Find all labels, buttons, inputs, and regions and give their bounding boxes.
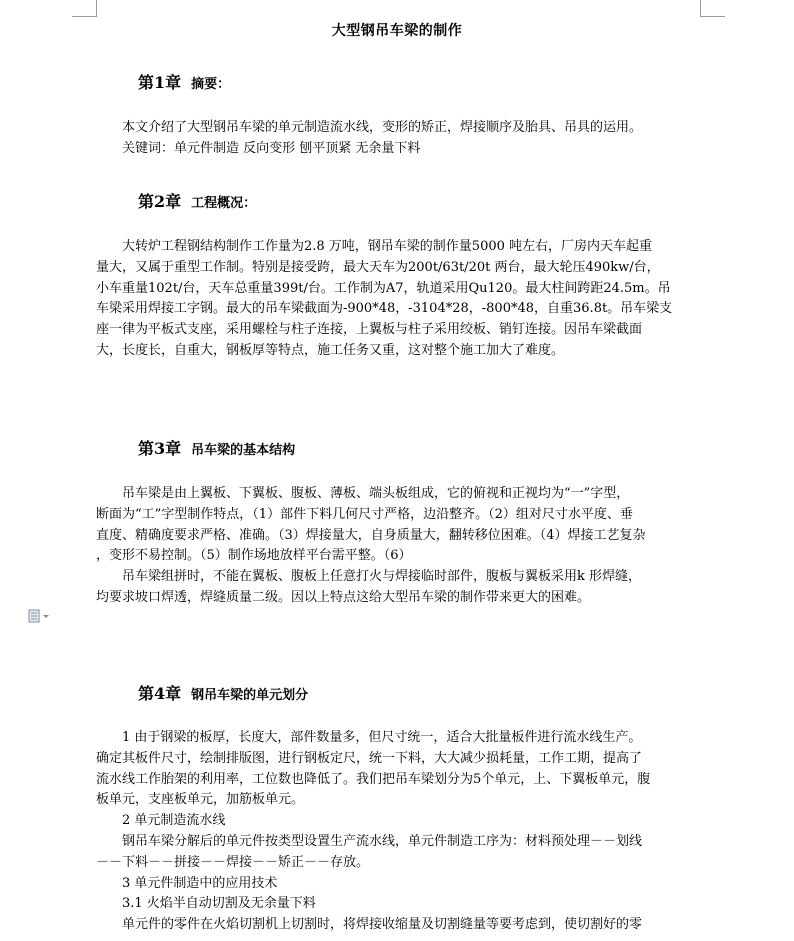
paragraph-line: 钢吊车梁分解后的单元件按类型设置生产流水线，单元件制造工序为：材料预处理－－划线 xyxy=(122,833,643,849)
keywords-line: 关键词：单元件制造 反向变形 刨平顶紧 无余量下料 xyxy=(122,140,421,156)
chapter-2-heading xyxy=(138,189,256,212)
paragraph-line: 单元件的零件在火焰切割机上切割时，将焊接收缩量及切割缝量等要考虑到，使切割好的零 xyxy=(122,917,643,933)
paragraph-line: 车梁采用焊接工字钢。最大的吊车梁截面为-900*48，-3104*28，-800*48，自重36.8t。吊车梁支 xyxy=(96,301,673,317)
paragraph-line: 小车重量102t/台，天车总重量399t/台。工作制为A7，轨道采用Qu120。最大柱间跨距24.5m。吊 xyxy=(96,280,671,296)
section-heading: 3.1 火焰半自动切割及无余量下料 xyxy=(122,896,316,912)
paragraph-line: 1 由于钢梁的板厚，长度大，部件数量多，但尺寸统一，适合大批量板件进行流水线生产。 xyxy=(122,730,642,745)
section-heading: 2 单元制造流水线 xyxy=(122,813,226,829)
chapter-number: 第1章 xyxy=(138,73,182,92)
chapter-title: 吊车梁的基本结构 xyxy=(191,443,296,458)
paragraph-line: ，变形不易控制。（5）制作场地放样平台需平整。（6） xyxy=(96,548,412,564)
chapter-3-heading xyxy=(138,436,295,459)
paragraph-line: 直度、精确度要求严格、准确。（3）焊接量大，自身质量大，翻转移位困难。（4）焊接工艺复杂 xyxy=(96,527,646,543)
paragraph-line: －－下料－－拼接－－焊接－－矫正－－存放。 xyxy=(96,854,370,870)
paragraph-line: 均要求坡口焊透，焊缝质量二级。因以上特点这给大型吊车梁的制作带来更大的困难。 xyxy=(96,589,591,605)
chapter-1-heading xyxy=(138,70,230,93)
paragraph-line: 吊车梁是由上翼板、下翼板、腹板、薄板、端头板组成，它的俯视和正视均为“一”字型， xyxy=(122,486,630,501)
section-heading: 3 单元件制造中的应用技术 xyxy=(122,875,278,891)
paragraph-line: 断面为“工”字型制作特点，（1）部件下料几何尺寸严格，边沿整齐。（2）组对尺寸水平度、垂 xyxy=(96,506,633,522)
chapter-title: 工程概况： xyxy=(191,196,257,211)
chapter-3-body xyxy=(96,484,688,609)
paragraph-line: 流水线工作胎架的利用率，工位数也降低了。我们把吊车梁划分为5个单元，上、下翼板单元，腹 xyxy=(96,771,651,787)
paragraph-line: 座一律为平板式支座，采用螺栓与柱子连接，上翼板与柱子采用绞板、销钉连接。因吊车梁截面 xyxy=(96,322,643,338)
chapter-2-body xyxy=(96,237,688,362)
chapter-1-body xyxy=(96,118,688,160)
paragraph-line: 大转炉工程钢结构制作工作量为2.8 万吨，钢吊车梁的制作量5000 吨左右，厂房内天车起重 xyxy=(122,239,653,254)
page-corner-marker-right xyxy=(700,0,725,17)
chapter-4-heading xyxy=(138,681,308,704)
paragraph-line: 大，长度长，自重大，钢板厚等特点，施工任务又重，这对整个施工加大了难度。 xyxy=(96,342,565,358)
page-corner-marker-left xyxy=(72,0,97,17)
paragraph-line: 吊车梁组拼时，不能在翼板、腹板上任意打火与焊接临时部件，腹板与翼板采用k 形焊缝， xyxy=(122,569,642,585)
chapter-4-body xyxy=(96,728,688,936)
chapter-number: 第3章 xyxy=(138,439,182,458)
paragraph-line: 量大，又属于重型工作制。特别是接受跨，最大天车为200t/63t/20t 两台，最大轮压490kw/台， xyxy=(96,259,660,275)
paste-options-icon[interactable] xyxy=(28,609,52,623)
document-title: 大型钢吊车梁的制作 xyxy=(331,23,463,39)
paragraph-line: 确定其板件尺寸，绘制排版图，进行钢板定尺，统一下料，大大减少损耗量，工作工期，提高了 xyxy=(96,750,643,766)
chapter-title: 摘要： xyxy=(191,77,231,92)
chapter-number: 第2章 xyxy=(138,192,182,211)
chapter-title: 钢吊车梁的单元划分 xyxy=(191,688,309,703)
paragraph-line: 板单元，支座板单元，加筋板单元。 xyxy=(96,792,305,808)
paragraph-line: 本文介绍了大型钢吊车梁的单元制造流水线，变形的矫正，焊接顺序及胎具、吊具的运用。 xyxy=(122,120,643,135)
chapter-number: 第4章 xyxy=(138,684,182,703)
